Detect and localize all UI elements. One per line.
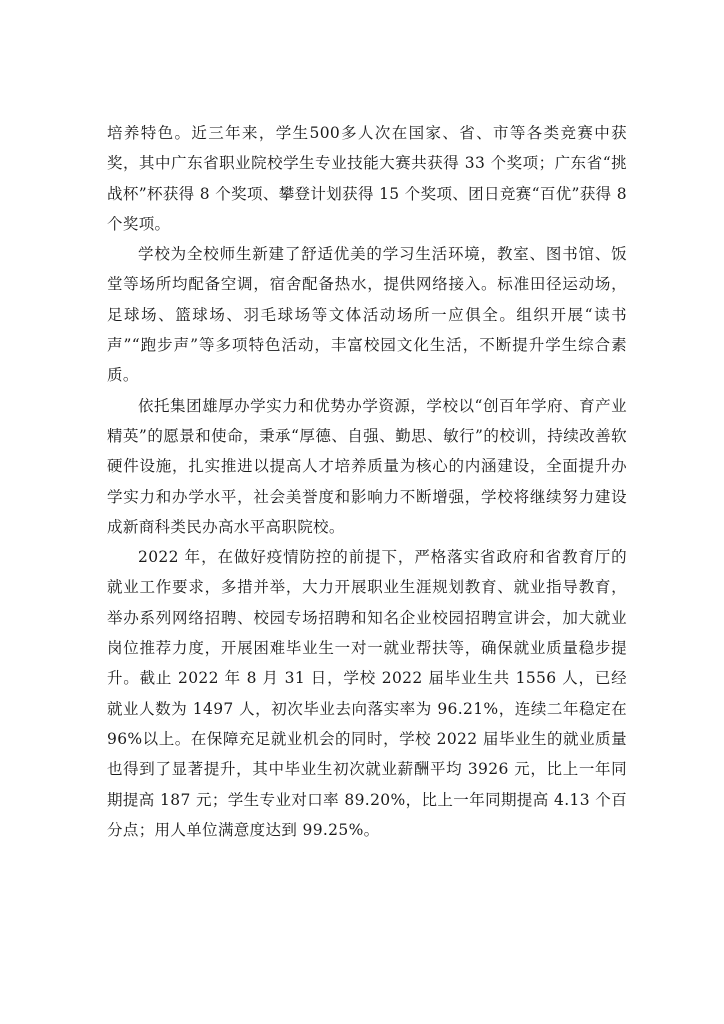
paragraph-school-vision: 依托集团雄厚办学实力和优势办学资源，学校以“创百年学府、育产业精英”的愿景和使命，秉承“厚德、自强、勤思、敏行”的校训，持续改善软硬件设施，扎实推进以提高人才培养质量为核心的内涵建设，全面提升办学实力和办学水平，社会美誉度和影响力不断增强，学校将继续努力建设成新商科类民办高水平高职院校。 bbox=[107, 396, 627, 536]
paragraph-campus-environment: 学校为全校师生新建了舒适优美的学习生活环境，教室、图书馆、饭堂等场所均配备空调，宿舍配备热水，提供网络接入。标准田径运动场，足球场、篮球场、羽毛球场等文体活动场所一应俱全。组织开展“读书声”“跑步声”等多项特色活动，丰富校园文化生活，不断提升学生综合素质。 bbox=[107, 245, 627, 385]
paragraph-continuation: 培养特色。近三年来，学生500多人次在国家、省、市等各类竞赛中获奖，其中广东省职业院校学生专业技能大赛共获得 33 个奖项；广东省“挑战杯”杯获得 8 个奖项、攀登计划获得 15 个奖项、团日竞赛“百优”获得 8 个奖项。 bbox=[107, 124, 628, 233]
paragraph-employment-2022: 2022 年，在做好疫情防控的前提下，严格落实省政府和省教育厅的就业工作要求，多措并举，大力开展职业生涯规划教育、就业指导教育，举办系列网络招聘、校园专场招聘和知名企业校园招聘宣讲会，加大就业岗位推荐力度，开展困难毕业生一对一就业帮扶等，确保就业质量稳步提升。截止 2022 年 8 月 31 日，学校 2022 届毕业生共 1556 人，已经就业人数为 1497 人，初次毕业去向落实率为 96.21%，连续二年稳定在96%以上。在保障充足就业机会的同时，学校 2022 届毕业生的就业质量也得到了显著提升，其中毕业生初次就业薪酬平均 3926 元，比上一年同期提高 187 元；学生专业对口率 89.20%，比上一年同期提高 4.13 个百分点；用人单位满意度达到 99.25%。 bbox=[107, 548, 627, 839]
document-body bbox=[107, 118, 627, 845]
